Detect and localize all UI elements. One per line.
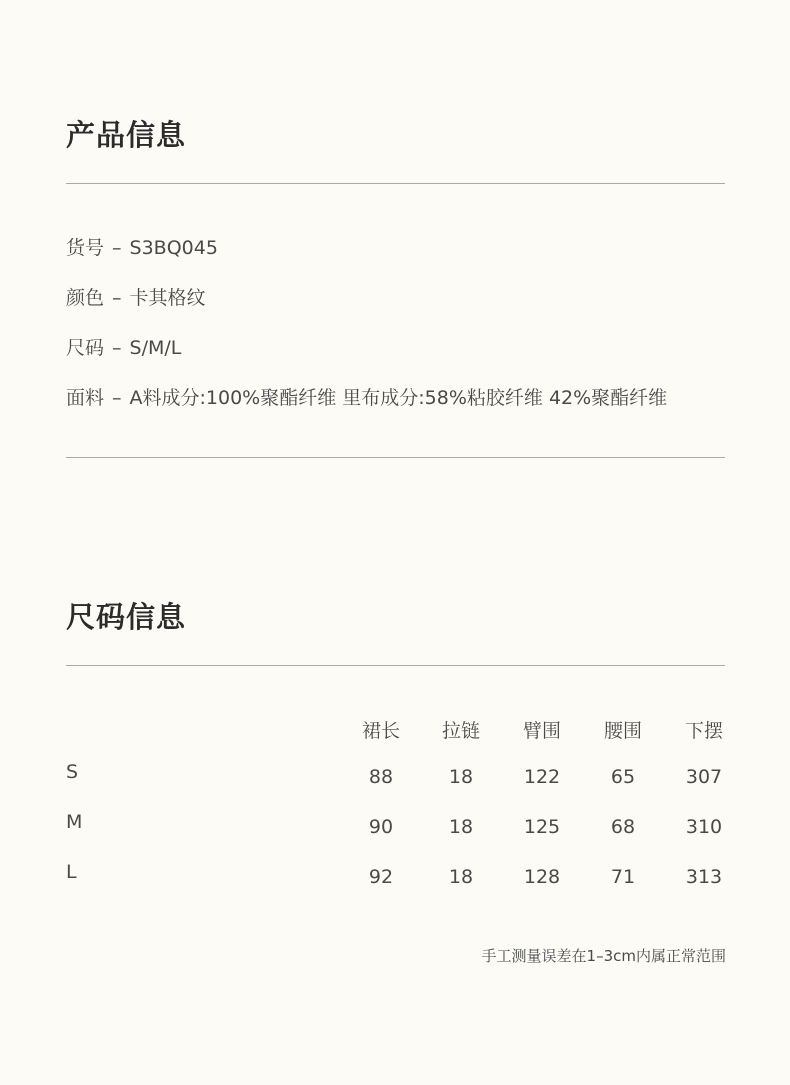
divider: [66, 457, 725, 458]
size-info-title: 尺码信息: [66, 600, 187, 634]
divider: [66, 183, 725, 184]
table-cell: 18: [448, 816, 474, 838]
info-row-item-number: [66, 233, 218, 260]
table-cell: 18: [448, 866, 474, 888]
separator: –: [112, 387, 122, 409]
separator: –: [112, 287, 122, 309]
row-label-size: M: [66, 811, 83, 833]
table-cell: 88: [368, 766, 394, 788]
separator: –: [112, 237, 122, 259]
info-label: 货号: [66, 237, 105, 259]
info-value: 卡其格纹: [129, 287, 206, 309]
row-label-size: S: [66, 761, 79, 783]
measurement-note: 手工测量误差在1–3cm内属正常范围: [481, 947, 726, 965]
info-value: A料成分:100%聚酯纤维 里布成分:58%粘胶纤维 42%聚酯纤维: [129, 387, 668, 409]
table-cell: 92: [368, 866, 394, 888]
table-cell: 65: [610, 766, 636, 788]
row-label-size: L: [66, 861, 77, 883]
table-cell: 122: [523, 766, 561, 788]
table-cell: 128: [523, 866, 561, 888]
divider: [66, 665, 725, 666]
product-info-title: 产品信息: [66, 118, 187, 152]
info-label: 面料: [66, 387, 105, 409]
column-header: 下摆: [684, 720, 723, 742]
info-label: 颜色: [66, 287, 105, 309]
table-cell: 125: [523, 816, 561, 838]
table-cell: 307: [685, 766, 723, 788]
info-row-size: [66, 333, 181, 360]
info-value: S/M/L: [129, 337, 182, 359]
table-cell: 68: [610, 816, 636, 838]
column-header: 臂围: [522, 720, 561, 742]
table-cell: 18: [448, 766, 474, 788]
column-header: 裙长: [361, 720, 400, 742]
table-cell: 313: [685, 866, 723, 888]
table-cell: 90: [368, 816, 394, 838]
separator: –: [112, 337, 122, 359]
column-header: 腰围: [603, 720, 642, 742]
info-label: 尺码: [66, 337, 105, 359]
info-row-fabric: [66, 383, 667, 410]
table-cell: 310: [685, 816, 723, 838]
table-cell: 71: [610, 866, 636, 888]
info-value: S3BQ045: [129, 237, 218, 259]
column-header: 拉链: [441, 720, 480, 742]
info-row-color: [66, 283, 206, 310]
